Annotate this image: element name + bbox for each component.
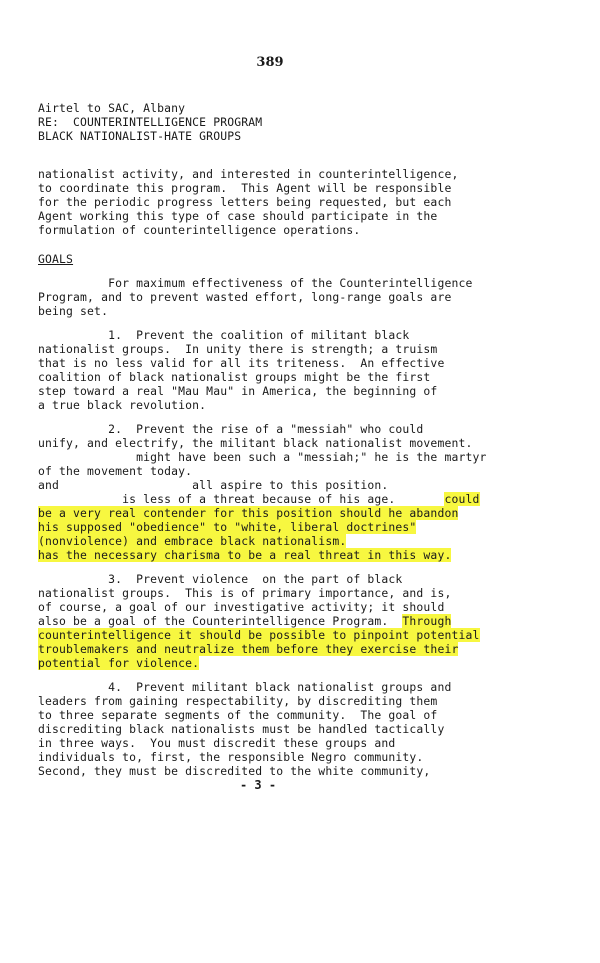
goal-3-line: of course, a goal of our investigative activity; it should <box>38 600 445 614</box>
goal-3-plain-text: also be a goal of the Counterintelligence Program. <box>38 614 403 628</box>
intro-line: nationalist activity, and interested in counterintelligence, <box>38 167 459 181</box>
goal-1-line: that is no less valid for all its triteness. An effective <box>38 356 445 370</box>
highlighted-text: could <box>444 492 480 506</box>
goals-intro-line: being set. <box>38 304 109 318</box>
goals-intro-line: For maximum effectiveness of the Counterintelligence <box>38 276 473 290</box>
goal-2-line: 2. Prevent the rise of a "messiah" who could <box>38 422 424 436</box>
goal-2-line: and all aspire to this position. <box>38 478 389 492</box>
intro-line: formulation of counterintelligence operations. <box>38 223 361 237</box>
goal-3-line <box>38 642 586 656</box>
goal-3-line: nationalist groups. This is of primary importance, and is, <box>38 586 452 600</box>
goal-4-line: to three separate segments of the community. The goal of <box>38 708 438 722</box>
goal-1-line: nationalist groups. In unity there is strength; a truism <box>38 342 438 356</box>
goal-2-line <box>38 520 586 534</box>
highlighted-text: be a very real contender for this position should he abandon <box>38 506 459 520</box>
goal-3-line <box>38 614 586 628</box>
goal-1-line: 1. Prevent the coalition of militant black <box>38 328 410 342</box>
header-line-3: BLACK NATIONALIST-HATE GROUPS <box>38 129 242 143</box>
goal-2-line <box>38 534 586 548</box>
goal-4-line: individuals to, first, the responsible Negro community. <box>38 750 424 764</box>
footer-page-number: - 3 - <box>239 778 277 792</box>
goal-4-line: leaders from gaining respectability, by discrediting them <box>38 694 438 708</box>
goal-2-plain-text: is less of a threat because of his age. <box>38 492 445 506</box>
goal-4-line: 4. Prevent militant black nationalist groups and <box>38 680 452 694</box>
goal-3-line: 3. Prevent violence on the part of black <box>38 572 403 586</box>
goal-2-line <box>38 506 586 520</box>
goal-2-line: might have been such a "messiah;" he is the martyr <box>38 450 487 464</box>
intro-line: Agent working this type of case should participate in the <box>38 209 438 223</box>
highlighted-text: counterintelligence it should be possible to pinpoint potential <box>38 628 480 642</box>
page-number: 389 <box>256 55 284 70</box>
highlighted-text: (nonviolence) and embrace black nationalism. <box>38 534 347 548</box>
goals-heading: GOALS <box>38 252 74 266</box>
goals-intro-line: Program, and to prevent wasted effort, long-range goals are <box>38 290 452 304</box>
goal-3-line <box>38 628 586 642</box>
goal-3-line <box>38 656 586 670</box>
highlighted-text: his supposed "obedience" to "white, liberal doctrines" <box>38 520 417 534</box>
goal-2-line <box>38 548 586 562</box>
highlighted-text: potential for violence. <box>38 656 200 670</box>
goal-1-line: coalition of black nationalist groups might be the first <box>38 370 431 384</box>
goal-1-line: step toward a real "Mau Mau" in America, the beginning of <box>38 384 438 398</box>
goal-4-line: discrediting black nationalists must be handled tactically <box>38 722 445 736</box>
goal-2-line: unify, and electrify, the militant black nationalist movement. <box>38 436 473 450</box>
intro-line: to coordinate this program. This Agent will be responsible <box>38 181 452 195</box>
highlighted-text: has the necessary charisma to be a real threat in this way. <box>38 548 452 562</box>
header-line-2: RE: COUNTERINTELLIGENCE PROGRAM <box>38 115 263 129</box>
highlighted-text: Through <box>402 614 452 628</box>
intro-line: for the periodic progress letters being requested, but each <box>38 195 452 209</box>
goal-2-line <box>38 492 586 506</box>
goal-4-line: Second, they must be discredited to the white community, <box>38 764 431 778</box>
highlighted-text: troublemakers and neutralize them before they exercise their <box>38 642 459 656</box>
goal-2-line: of the movement today. <box>38 464 193 478</box>
header-line-1: Airtel to SAC, Albany <box>38 101 186 115</box>
goal-1-line: a true black revolution. <box>38 398 207 412</box>
goal-4-line: in three ways. You must discredit these groups and <box>38 736 396 750</box>
